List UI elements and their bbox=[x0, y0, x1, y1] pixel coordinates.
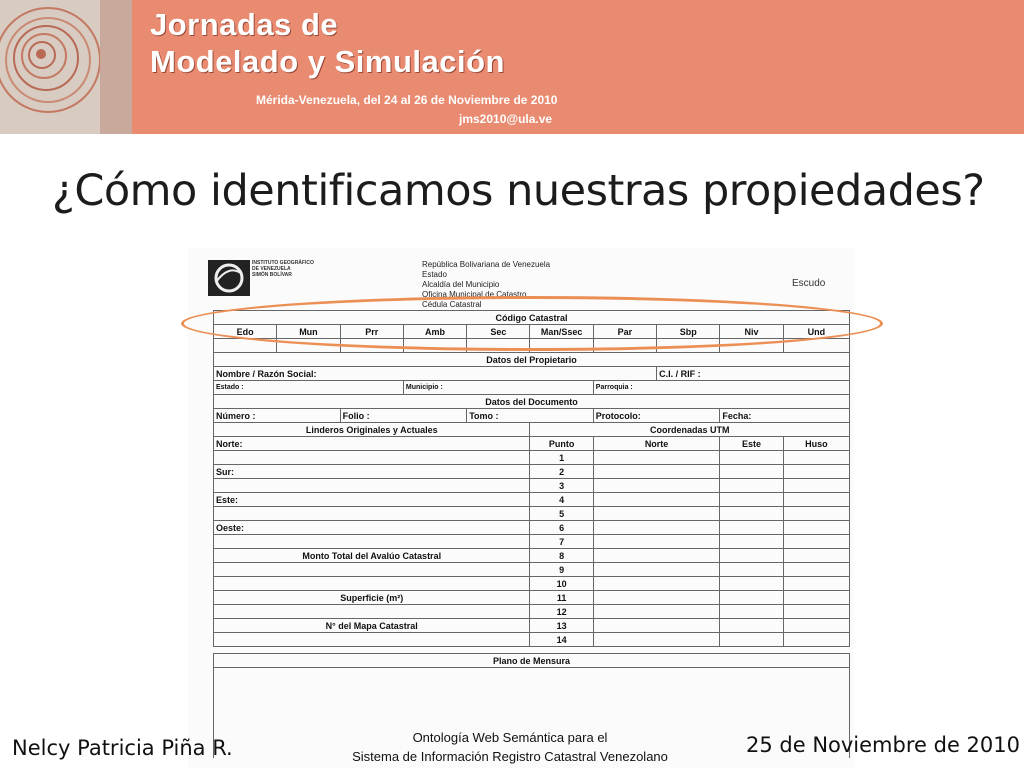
norte-label: Norte: bbox=[214, 437, 530, 451]
punto-header: Punto bbox=[530, 437, 593, 451]
codigo-catastral-header: Código Catastral bbox=[214, 311, 850, 325]
codigo-field: Sec bbox=[467, 325, 530, 339]
norte-header: Norte bbox=[593, 437, 720, 451]
numero-label: Número : bbox=[214, 409, 341, 423]
tomo-label: Tomo : bbox=[467, 409, 594, 423]
mapa-label: N° del Mapa Catastral bbox=[214, 619, 530, 633]
ubicacion-row bbox=[214, 381, 850, 395]
footer-project-line2: Sistema de Información Registro Catastral Venezolano bbox=[352, 749, 668, 764]
slide-title: ¿Cómo identificamos nuestras propiedades? bbox=[52, 166, 985, 216]
footer-date: 25 de Noviembre de 2010 bbox=[746, 733, 1020, 757]
cadastral-form-table bbox=[213, 310, 850, 758]
codigo-catastral-highlight-oval bbox=[181, 296, 883, 351]
coord-row: 3 bbox=[214, 479, 850, 493]
form-header-text: República Bolivariana de Venezuela Estado Alcaldía del Municipio Oficina Municipal de Catastro Cédula Catastral bbox=[422, 260, 551, 309]
este-label: Este: bbox=[214, 493, 530, 507]
sur-label: Sur: bbox=[214, 465, 530, 479]
codigo-field: Und bbox=[783, 325, 849, 339]
ci-rif-label: C.I. / RIF : bbox=[657, 367, 850, 381]
coord-row: 9 bbox=[214, 563, 850, 577]
linderos-coordenadas-header-row bbox=[214, 423, 850, 437]
coordenadas-header: Coordenadas UTM bbox=[530, 423, 850, 437]
coord-row: 14 bbox=[214, 633, 850, 647]
banner-subtitle: Mérida-Venezuela, del 24 al 26 de Noviembre de 2010 bbox=[256, 93, 558, 107]
documento-row bbox=[214, 409, 850, 423]
fecha-label: Fecha: bbox=[720, 409, 850, 423]
propietario-header: Datos del Propietario bbox=[214, 353, 850, 367]
documento-header: Datos del Documento bbox=[214, 395, 850, 409]
coord-row: 1 bbox=[214, 451, 850, 465]
codigo-field: Man/Ssec bbox=[530, 325, 593, 339]
institute-logo-icon bbox=[208, 260, 250, 296]
codigo-field: Mun bbox=[277, 325, 340, 339]
estado-label: Estado : bbox=[214, 381, 404, 395]
banner-title-line2: Modelado y Simulación bbox=[150, 44, 505, 79]
oeste-label: Oeste: bbox=[214, 521, 530, 535]
footer-author: Nelcy Patricia Piña R. bbox=[12, 736, 233, 760]
superficie-label: Superficie (m²) bbox=[214, 591, 530, 605]
plano-header: Plano de Mensura bbox=[214, 654, 850, 668]
folio-label: Folio : bbox=[340, 409, 467, 423]
coord-row: 7 bbox=[214, 535, 850, 549]
codigo-field: Amb bbox=[403, 325, 466, 339]
codigo-field: Niv bbox=[720, 325, 783, 339]
parroquia-label: Parroquia : bbox=[593, 381, 849, 395]
codigo-field: Sbp bbox=[657, 325, 720, 339]
coord-headers-row bbox=[214, 437, 850, 451]
huso-header: Huso bbox=[783, 437, 849, 451]
codigo-field: Prr bbox=[340, 325, 403, 339]
coord-row: Oeste: 6 bbox=[214, 521, 850, 535]
protocolo-label: Protocolo: bbox=[593, 409, 720, 423]
coord-row: 10 bbox=[214, 577, 850, 591]
banner-email: jms2010@ula.ve bbox=[459, 112, 553, 126]
spiral-shell-logo-icon bbox=[0, 0, 132, 134]
banner-title bbox=[150, 6, 505, 80]
banner-title-line1: Jornadas de bbox=[150, 7, 339, 42]
nombre-label: Nombre / Razón Social: bbox=[214, 367, 657, 381]
monto-label: Monto Total del Avalúo Catastral bbox=[214, 549, 530, 563]
coord-row: Monto Total del Avalúo Catastral 8 bbox=[214, 549, 850, 563]
nombre-row bbox=[214, 367, 850, 381]
coord-row: Este: 4 bbox=[214, 493, 850, 507]
footer-project bbox=[330, 728, 690, 766]
coord-row: 5 bbox=[214, 507, 850, 521]
este-header: Este bbox=[720, 437, 783, 451]
codigo-field: Par bbox=[593, 325, 656, 339]
escudo-label: Escudo bbox=[792, 278, 826, 289]
coord-row: Sur: 2 bbox=[214, 465, 850, 479]
conference-banner bbox=[0, 0, 1024, 134]
coord-row: N° del Mapa Catastral 13 bbox=[214, 619, 850, 633]
coord-row: Superficie (m²) 11 bbox=[214, 591, 850, 605]
institute-name: INSTITUTO GEOGRÁFICO DE VENEZUELA SIMÓN BOLÍVAR bbox=[252, 260, 314, 278]
codigo-field: Edo bbox=[214, 325, 277, 339]
municipio-label: Municipio : bbox=[403, 381, 593, 395]
coord-row: 12 bbox=[214, 605, 850, 619]
linderos-header: Linderos Originales y Actuales bbox=[214, 423, 530, 437]
footer-project-line1: Ontología Web Semántica para el bbox=[412, 730, 608, 745]
